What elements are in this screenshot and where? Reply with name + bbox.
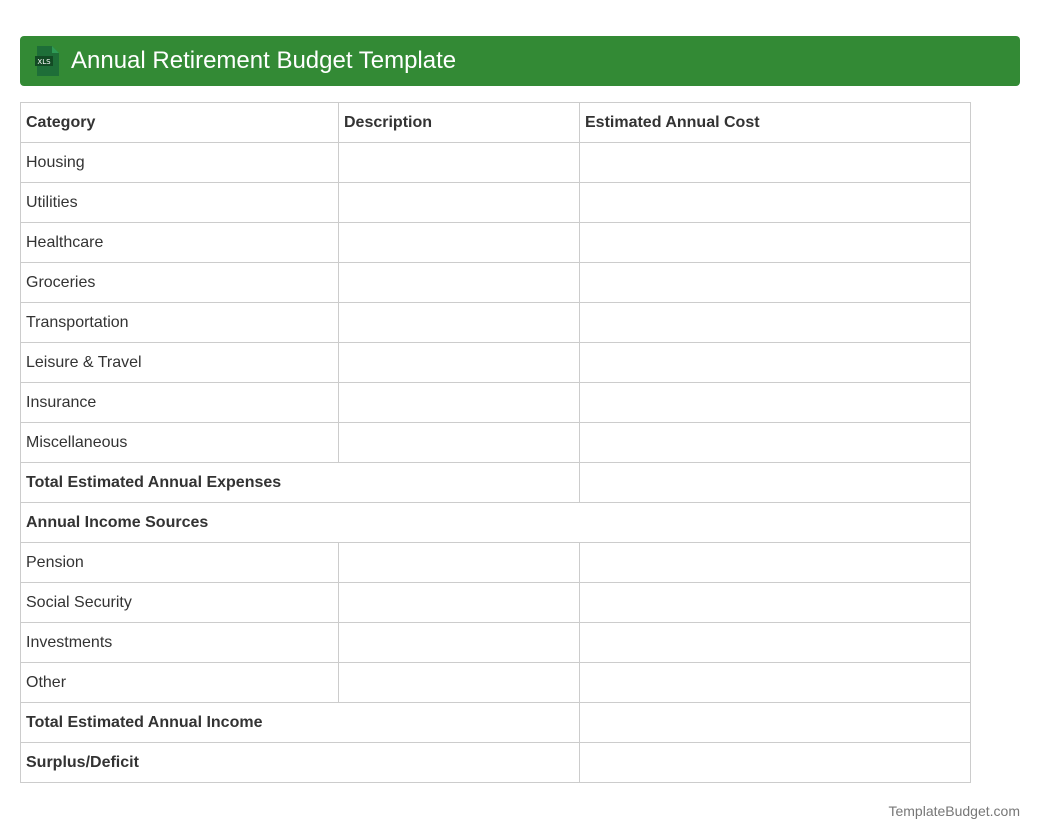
cost-cell[interactable] xyxy=(580,543,971,583)
total-label: Total Estimated Annual Income xyxy=(21,703,580,743)
cost-cell[interactable] xyxy=(580,263,971,303)
category-cell: Miscellaneous xyxy=(21,423,339,463)
category-cell: Insurance xyxy=(21,383,339,423)
description-cell[interactable] xyxy=(339,183,580,223)
page-title: Annual Retirement Budget Template xyxy=(71,47,457,74)
cost-cell[interactable] xyxy=(580,623,971,663)
category-cell: Utilities xyxy=(21,183,339,223)
table-row xyxy=(21,303,971,343)
cost-cell[interactable] xyxy=(580,583,971,623)
total-label: Total Estimated Annual Expenses xyxy=(21,463,580,503)
table-row xyxy=(21,223,971,263)
table-row xyxy=(21,263,971,303)
section-row xyxy=(21,503,971,543)
description-cell[interactable] xyxy=(339,263,580,303)
cost-cell[interactable] xyxy=(580,143,971,183)
cost-cell[interactable] xyxy=(580,223,971,263)
footer-brand: TemplateBudget.com xyxy=(888,803,1020,819)
cost-cell[interactable] xyxy=(580,423,971,463)
xls-file-icon xyxy=(35,46,59,76)
total-value-cell[interactable] xyxy=(580,463,971,503)
description-cell[interactable] xyxy=(339,143,580,183)
section-heading: Annual Income Sources xyxy=(21,503,971,543)
table-row xyxy=(21,583,971,623)
total-row xyxy=(21,703,971,743)
column-header-cost: Estimated Annual Cost xyxy=(580,103,971,143)
table-row xyxy=(21,423,971,463)
category-cell: Transportation xyxy=(21,303,339,343)
description-cell[interactable] xyxy=(339,663,580,703)
description-cell[interactable] xyxy=(339,623,580,663)
description-cell[interactable] xyxy=(339,343,580,383)
cost-cell[interactable] xyxy=(580,383,971,423)
table-row xyxy=(21,543,971,583)
table-row xyxy=(21,383,971,423)
category-cell: Other xyxy=(21,663,339,703)
table-row xyxy=(21,623,971,663)
svg-text:XLS: XLS xyxy=(37,58,51,66)
category-cell: Pension xyxy=(21,543,339,583)
category-cell: Groceries xyxy=(21,263,339,303)
table-row xyxy=(21,143,971,183)
cost-cell[interactable] xyxy=(580,663,971,703)
cost-cell[interactable] xyxy=(580,303,971,343)
description-cell[interactable] xyxy=(339,223,580,263)
table-header-row xyxy=(21,103,971,143)
category-cell: Healthcare xyxy=(21,223,339,263)
category-cell: Investments xyxy=(21,623,339,663)
category-cell: Housing xyxy=(21,143,339,183)
table-row xyxy=(21,343,971,383)
table-row xyxy=(21,183,971,223)
total-row xyxy=(21,463,971,503)
total-value-cell[interactable] xyxy=(580,703,971,743)
category-cell: Leisure & Travel xyxy=(21,343,339,383)
budget-table xyxy=(20,102,971,783)
cost-cell[interactable] xyxy=(580,183,971,223)
description-cell[interactable] xyxy=(339,383,580,423)
description-cell[interactable] xyxy=(339,423,580,463)
description-cell[interactable] xyxy=(339,303,580,343)
table-row xyxy=(21,663,971,703)
description-cell[interactable] xyxy=(339,583,580,623)
total-label: Surplus/Deficit xyxy=(21,743,580,783)
total-value-cell[interactable] xyxy=(580,743,971,783)
column-header-category: Category xyxy=(21,103,339,143)
title-bar xyxy=(20,36,1020,86)
column-header-description: Description xyxy=(339,103,580,143)
description-cell[interactable] xyxy=(339,543,580,583)
total-row xyxy=(21,743,971,783)
cost-cell[interactable] xyxy=(580,343,971,383)
category-cell: Social Security xyxy=(21,583,339,623)
